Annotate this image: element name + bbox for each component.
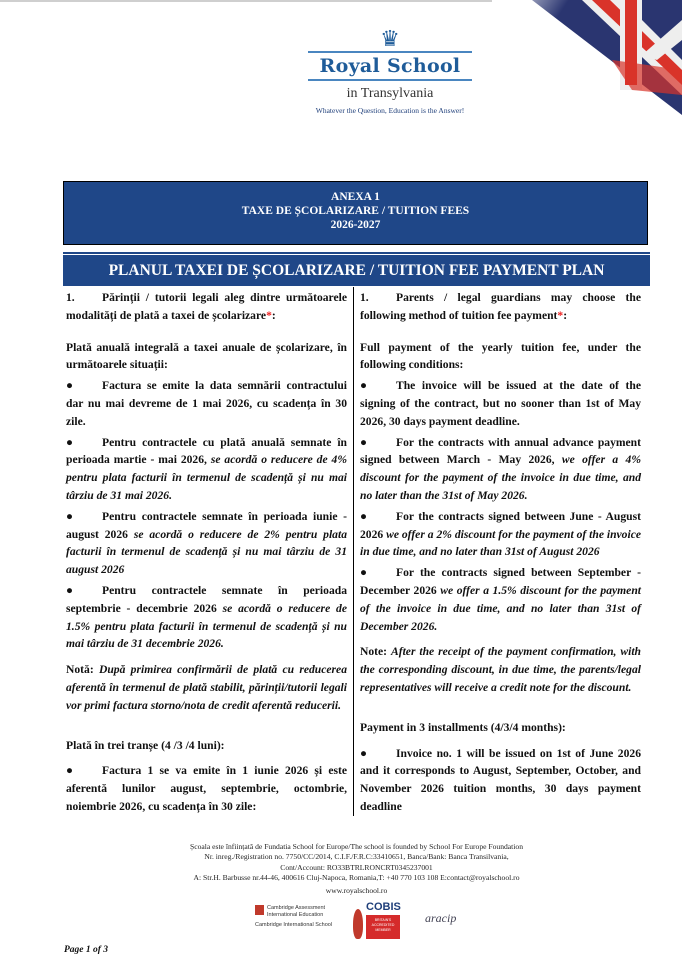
footer-account: Cont/Account: RO33BTRLRONCRT0345237001 bbox=[280, 862, 433, 872]
full-payment-heading-ro: Plată anuală integrală a taxei anuale de școlarizare, în următoarele situații: bbox=[66, 340, 347, 372]
installments-heading-ro: Plată în trei tranșe (4 /3 /4 luni): bbox=[66, 738, 225, 752]
footer-website[interactable]: www.royalschool.ro bbox=[325, 885, 388, 895]
bullet-en-4: ● For the contracts signed between September - December 2026 we offer a 1.5% discount for the payment of the invoice in due time, and no later than 31st of December 2026. bbox=[360, 566, 641, 633]
intro-paragraph-ro: 1. Părinții / tutorii legali aleg dintre următoarele modalități de plată a taxei de școlarizare*: bbox=[66, 291, 347, 322]
page-number: Page 1 of 3 bbox=[64, 945, 109, 955]
note-ro: Notă: După primirea confirmării de plată cu reducerea aferentă în termenul de plată stabilit, părinții/tutorii legali vor primi factura storno/nota de credit aferentă reducerii. bbox=[66, 663, 347, 712]
union-jack-flag-image bbox=[492, 0, 682, 115]
bullet-en-3: ● For the contracts signed between June - August 2026 we offer a 2% discount for the payment of the invoice in due time, and no later than 31st of August 2026 bbox=[360, 509, 641, 559]
annex-subtitle: TAXE DE ȘCOLARIZARE / TUITION FEES bbox=[241, 205, 470, 217]
annex-year: 2026-2027 bbox=[330, 219, 381, 231]
logo-tagline: Whatever the Question, Education is the Answer! bbox=[315, 106, 465, 115]
annex-title-box bbox=[63, 181, 648, 245]
logo-name: Royal School bbox=[319, 55, 461, 77]
note-en: Note: After the receipt of the payment confirmation, with the corresponding discount, in due time, the parents/legal representatives will receive a credit note for the discount. bbox=[360, 645, 641, 694]
bullet-en-1: ● The invoice will be issued at the date of the signing of the contract, but no sooner than 1st of May 2026, 30 days payment deadline. bbox=[360, 379, 641, 428]
cambridge-logo: Cambridge Assessment International Education Cambridge International School bbox=[255, 905, 333, 929]
bullet-en-5: ● Invoice no. 1 will be issued on 1st of June 2026 and it corresponds to August, September, October, and November 2026 tuition months, 30 days payment deadline bbox=[360, 746, 641, 813]
cambridge-shield-icon bbox=[255, 905, 264, 915]
footer-founder: Școala este înființată de Fundatia School for Europe/The school is founded by School For Europe Foundation bbox=[189, 841, 523, 851]
payment-plan-content bbox=[63, 287, 650, 941]
cobis-logo: COBIS BRITAIN'S ACCREDITED MEMBER bbox=[353, 901, 403, 941]
installments-heading-en: Payment in 3 installments (4/3/4 months): bbox=[360, 720, 566, 734]
intro-paragraph-en: 1. Parents / legal guardians may choose the following method of tuition fee payment*: bbox=[360, 291, 641, 322]
royal-school-logo bbox=[300, 28, 480, 115]
bullet-ro-5: ● Factura 1 se va emite în 1 iunie 2026 și este aferentă lunilor august, septembrie, octombrie, noiembrie 2026, cu scadența în 30 zile: bbox=[66, 764, 347, 813]
section-title: PLANUL TAXEI DE ȘCOLARIZARE / TUITION FEE PAYMENT PLAN bbox=[63, 254, 650, 286]
aracip-logo: aracip bbox=[425, 911, 457, 926]
bullet-ro-2: ● Pentru contractele cu plată anuală semnate în perioada martie - mai 2026, se acordă o reducere de 4% pentru plata facturii în termenul de scadență și nu mai târziu de 31 mai 2026. bbox=[66, 435, 348, 502]
crown-icon: ♛ bbox=[380, 26, 400, 51]
romanian-column bbox=[63, 287, 353, 816]
full-payment-heading-en: Full payment of the yearly tuition fee, under the following conditions: bbox=[360, 340, 641, 372]
logo-subtitle: in Transylvania bbox=[346, 86, 434, 101]
bullet-ro-3: ● Pentru contractele semnate în perioada iunie - august 2026 se acordă o reducere de 2% pentru plata facturii în termenul de scadență și nu mai târziu de 31 august 2026 bbox=[66, 509, 347, 577]
footer-registration: Nr. inreg./Registration no. 7750/CC/2014, C.I.F./F.R.C:33410651, Banca/Bank: Banca Transilvania, bbox=[204, 852, 509, 862]
accreditation-logos bbox=[255, 901, 475, 941]
bullet-ro-1: ● Factura se emite la data semnării contractului dar nu mai devreme de 1 mai 2026, cu scadența în 30 zile. bbox=[66, 379, 347, 428]
bullet-en-2: ● For the contracts with annual advance payment signed between March - May 2026, we offer a 4% discount for the payment of the invoice in due time, and no later than the 31st of May 2026. bbox=[360, 435, 642, 502]
bullet-ro-4: ● Pentru contractele semnate în perioada septembrie - decembrie 2026 se acordă o reducere de 1.5% pentru plata facturii în termenul de scadență și nu mai târziu de 31 decembrie 2026. bbox=[66, 583, 347, 651]
two-column-table bbox=[63, 287, 650, 816]
footer-address: A: Str.H. Barbusse nr.44-46, 400616 Cluj-Napoca, Romania,T: +40 770 103 108 E:contact@royalschool.ro bbox=[193, 873, 520, 883]
footer-info bbox=[122, 842, 592, 897]
english-column bbox=[353, 287, 641, 816]
annex-number: ANEXA 1 bbox=[331, 191, 380, 203]
